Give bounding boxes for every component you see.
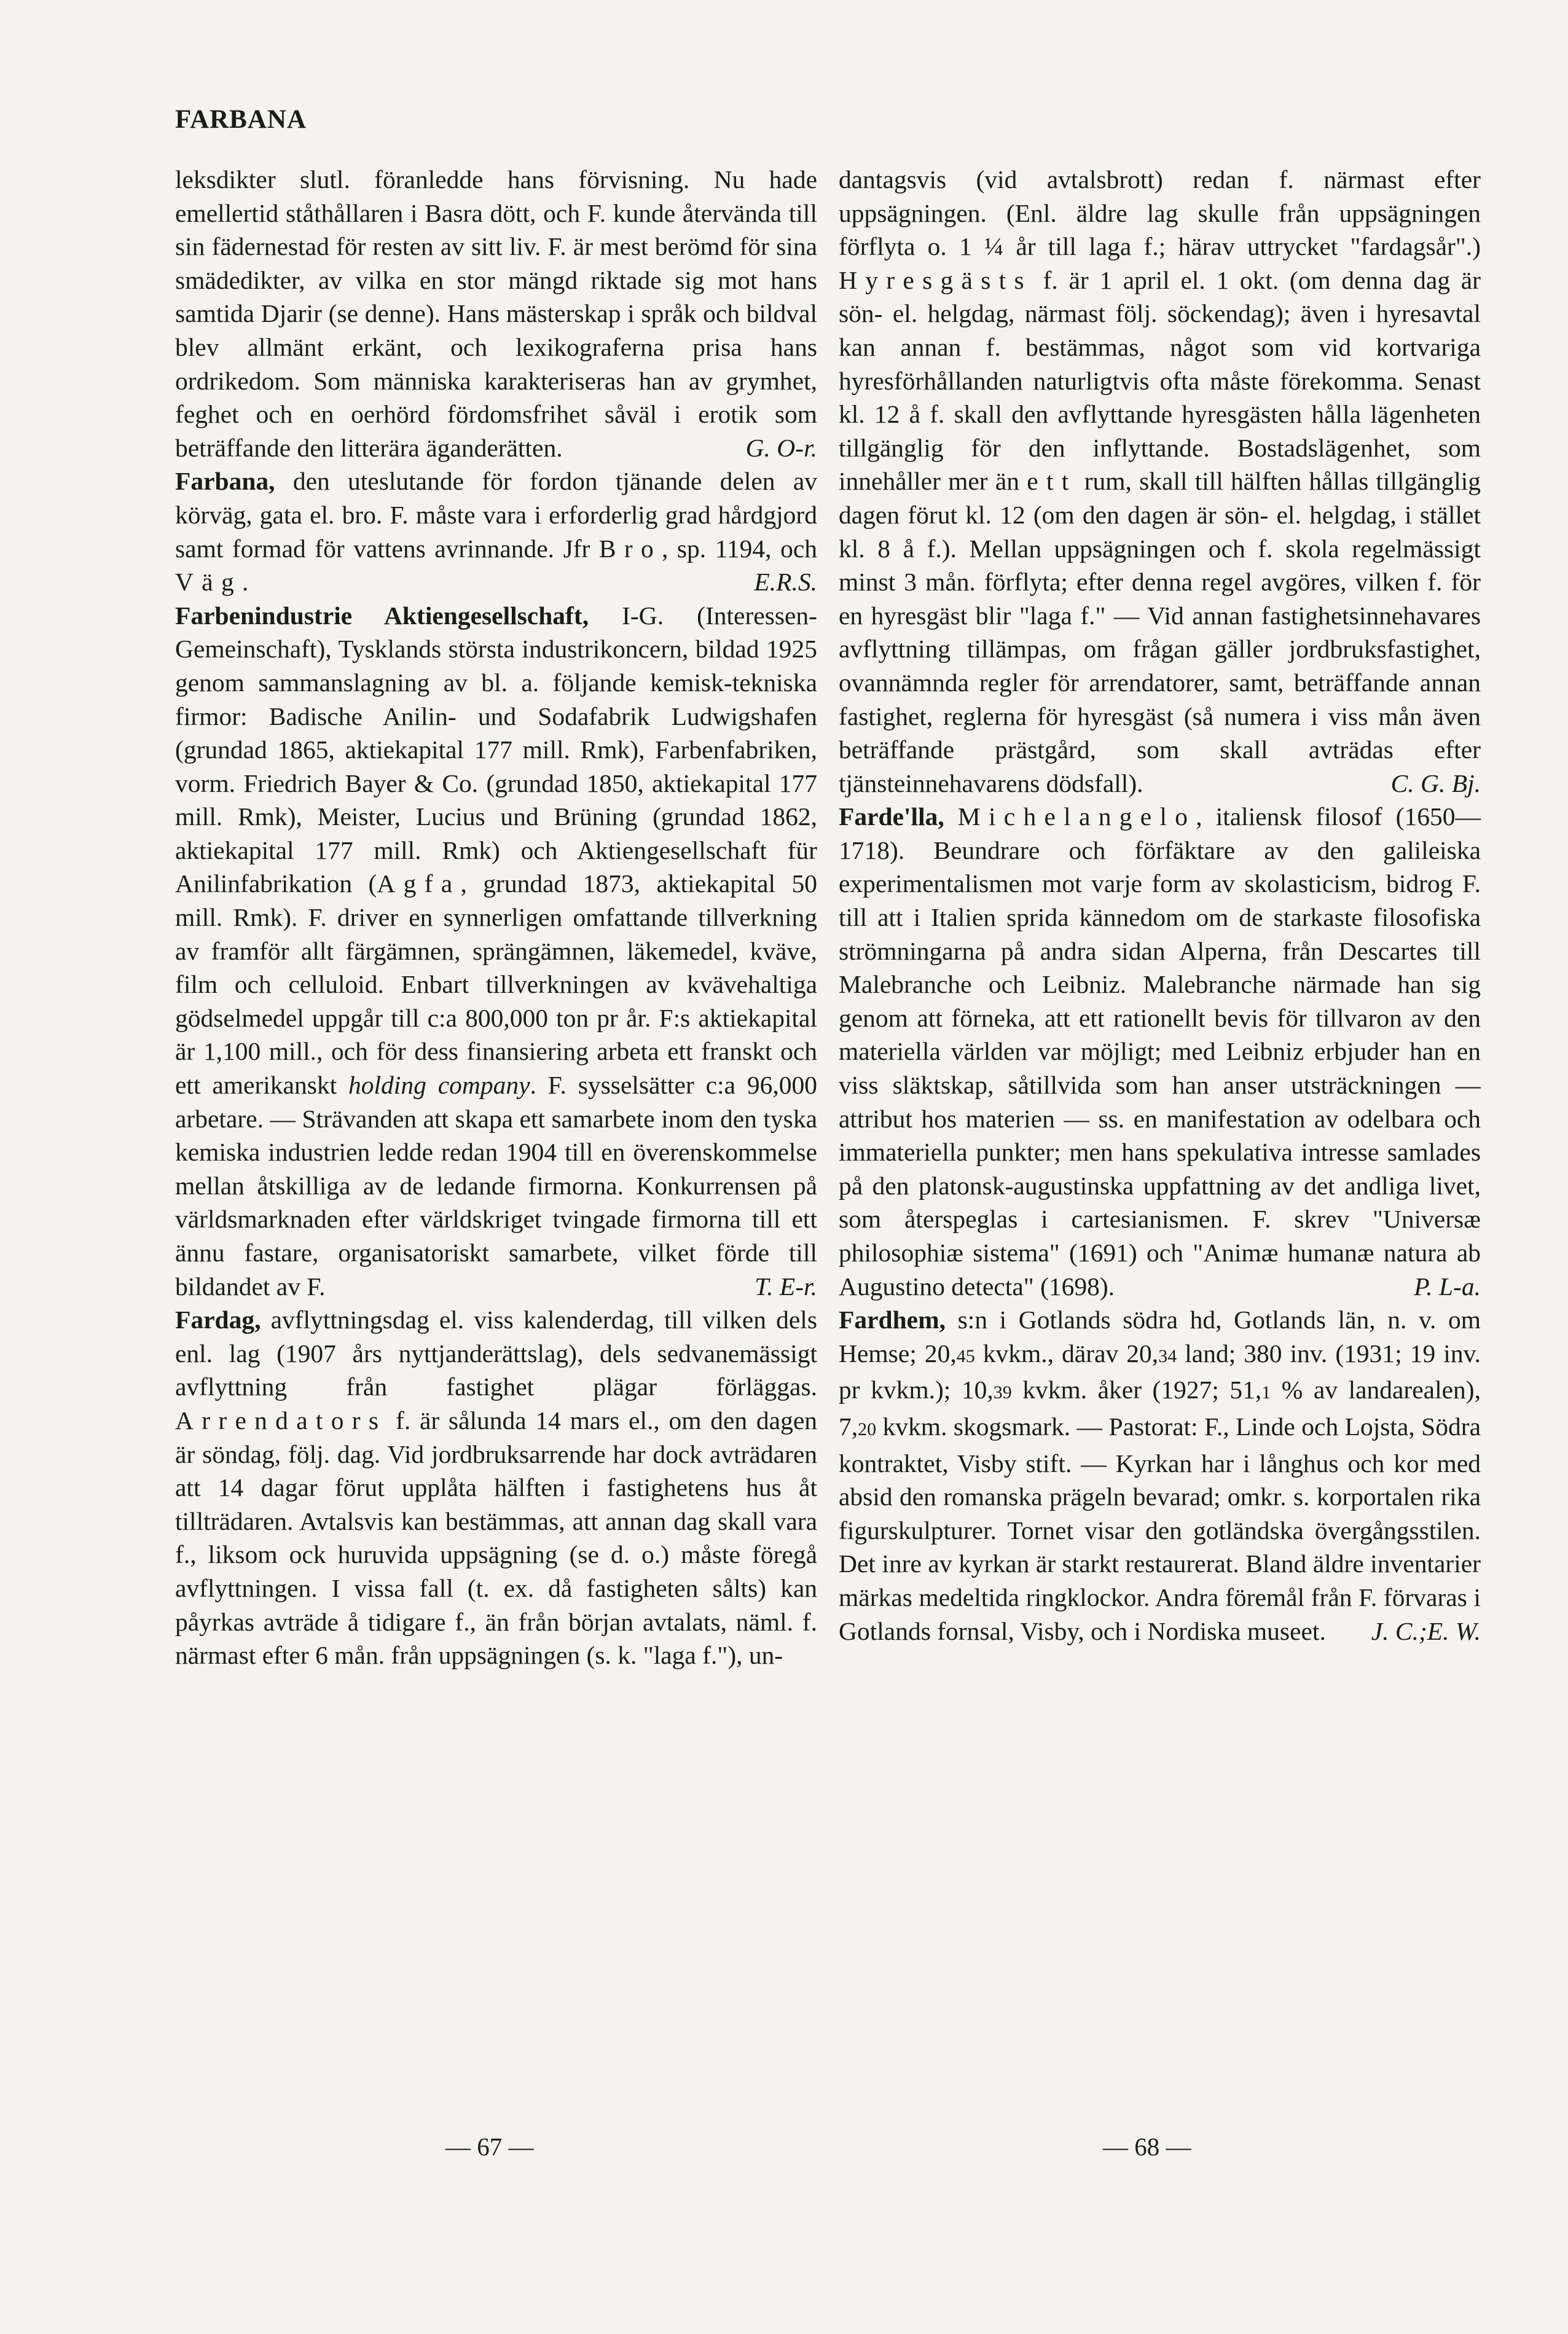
entry-text: land; 380 inv. (1931; 19 inv. pr kvkm.); 10, [839,1339,1481,1404]
headword: Farde'lla, [839,802,944,831]
spaced-term: Arrendators [175,1406,387,1435]
spaced-term: ett [1027,467,1077,496]
author-signature: T. E-r. [755,1272,817,1301]
entry-text: % av landarealen), 7, [839,1376,1481,1441]
page-number-right: — 68 — [1103,2132,1191,2161]
entry-continued-text [175,163,817,464]
entry-text: s:n i Gotlands södra hd, Gotlands län, n. v. om Hemse; 20, [839,1306,1481,1368]
small-digits: 1 [1261,1382,1271,1403]
entry-fardhem [839,1303,1481,1648]
spaced-term: Agfa [377,869,461,898]
entry-text: kvkm. skogsmark. — Pastorat: F., Linde och Lojsta, Södra kontraktet, Visby stift. — Kyrkan har i långhus och kor med absid den romanska prägeln bevarad; omkr. s. korportalen rika figurskulpturer. Tornet visar den gotländska övergångsstilen. Det inre av kyrkan är starkt restaurerat. Bland äldre inventarier märkas medeltida ringklockor. Andra föremål från F. förvaras i Gotlands fornsal, Visby, och i Nordiska museet. [839,1412,1481,1645]
entry-text: . [241,568,249,597]
paragraph-text: leksdikter slutl. föranledde hans förvisning. Nu hade emellertid ståthållaren i Basra dött, och F. kunde återvända till sin fädernestad för resten av sitt liv. F. är mest berömd för sina smädedikter, av vilka en stor mängd riktade sig mot hans samtida Djarir (se denne). Hans mästerskap i språk och bildval blev allmänt erkänt, och lexikograferna prisa hans ordrikedom. Som människa karakteriseras han av grymhet, feghet och en oerhörd fördomsfrihet såväl i erotik som beträffande den litterära äganderätten. [175,165,817,462]
entry-fardag [175,1303,817,1672]
entry-text: rum, skall till hälften hållas tillgänglig dagen förut kl. 12 (om den dagen är sön- el. helgdag, i stället kl. 8 å f.). Mellan uppsägningen och f. skola regelmässigt minst 3 mån. förflyta; efter denna regel avgöres, vilken f. för en hyresgäst blir "laga f." — Vid annan fastighetsinnehavares avflyttning tillämpas, om frågan gäller jordbruksfastighet, ovannämnda regler för arrendatorer, samt, beträffande annan fastighet, reglerna för hyresgäst (så numera i viss mån även beträffande prästgård, som skall avträdas efter tjänsteinnehavarens dödsfall). [839,467,1481,797]
author-signature: C. G. Bj. [1390,769,1481,797]
entry-text: , sp. 1194, och [661,534,817,563]
entry-text: I-G. (Interessen-Gemeinschaft), Tysklands största industrikoncern, bildad 1925 genom sammanslagning av bl. a. följande kemisk-tekniska firmor: Badische Anilin- und Sodafabrik Ludwigshafen (grundad 1865, aktiekapital 177 mill. Rmk), Farbenfabriken, vorm. Friedrich Bayer & Co. (grundad 1850, aktiekapital 177 mill. Rmk), Meister, Lucius und Brüning (grundad 1862, aktiekapital 177 mill. Rmk) och Aktiengesellschaft für Anilinfabrikation ( [175,601,817,898]
entry-text: . F. sysselsätter c:a 96,000 arbetare. — Strävanden att skapa ett samarbete inom den tyska kemiska industrien ledde redan 1904 till en överenskommelse mellan åtskilliga av de ledande firmorna. Konkurrensen på världsmarknaden efter världskriget tvingade firmorna till ett ännu fastare, organisatoriskt samarbete, vilket förde till bildandet av F. [175,1071,817,1301]
headword: Farbenindustrie Aktiengesellschaft, [175,601,589,630]
entry-text: f. är 1 april el. 1 okt. (om denna dag är sön- el. helgdag, närmast följ. söckendag); även i hyresavtal kan annan f. bestämmas, något som vid kortvariga hyresförhållanden naturligtvis ofta måste förekomma. Senast kl. 12 å f. skall den avflyttande hyresgästen hålla lägenheten tillgänglig för den inflyttande. Bostadslägenhet, som innehåller mer än [839,265,1481,496]
entry-text: f. är sålunda 14 mars el., om den dagen är söndag, följ. dag. Vid jordbruksarrende har dock avträdaren att 14 dagar förut upplåta hälften i fastighetens hus åt tillträdaren. Avtalsvis kan bestämmas, att annan dag skall vara f., liksom ock huruvida uppsägning (se d. o.) måste föregå avflyttningen. I vissa fall (t. ex. då fastigheten sålts) kan påyrkas avträde å tidigare f., än från början avtalats, näml. f. närmast efter 6 mån. från uppsägningen (s. k. "laga f."), un- [175,1406,817,1670]
author-signature: E.R.S. [754,568,817,597]
entry-text: kvkm., därav 20, [974,1339,1159,1368]
spaced-term: Michelangelo [957,802,1196,831]
spaced-term: Hyresgästs [839,265,1032,294]
entry-text: , grundad 1873, aktiekapital 50 mill. Rmk). F. driver en synnerligen omfattande tillverkning av framför allt färgämnen, sprängämnen, läkemedel, kväve, film och celluloid. Enbart tillverkningen av kvävehaltiga gödselmedel uppgår till c:a 800,000 ton pr år. F:s aktiekapital är 1,100 mill., och för dess finansiering arbeta ett franskt och ett amerikanskt [175,869,817,1100]
running-head: FARBANA [175,105,307,134]
entry-text: , italiensk filosof (1650—1718). Beundrare och förfäktare av den galileiska experimentalismen mot varje form av skolasticism, bidrog F. till att i Italien sprida kännedom om de starkaste filosofiska strömningarna på andra sidan Alperna, från Descartes till Malebranche och Leibniz. Malebranche närmade han sig genom att förneka, att ett rationellt bevis för tillvaron av den materiella världen var möjligt; med Leibniz erbjuder han en viss släktskap, såtillvida som han anser utsträckningen — attribut hos materien — ss. en manifestation av odelbara och immateriella punkter; men hans spekulativa intresse samlades på den platonsk-augustinska uppfattning av det andliga livet, som återspeglas i cartesianismen. F. skrev "Universæ philosophiæ sistema" (1691) och "Animæ humanæ natura ab Augustino detecta" (1698). [839,802,1481,1301]
small-digits: 34 [1158,1345,1177,1366]
entry-text: kvkm. åker (1927; 51, [1011,1376,1262,1404]
entry-text: avflyttningsdag el. viss kalenderdag, till vilken dels enl. lag (1907 års nyttjanderättslag), dels sedvanemässigt avflyttning från fastighet plägar förläggas. [175,1306,817,1401]
headword: Fardhem, [839,1306,946,1334]
author-signature: P. L-a. [1414,1272,1481,1301]
headword: Fardag, [175,1306,261,1334]
italic-term: holding company [348,1071,530,1100]
small-digits: 20 [858,1419,877,1439]
author-signature: J. C.;E. W. [1371,1616,1481,1645]
small-digits: 45 [956,1345,975,1366]
small-digits: 39 [993,1382,1012,1403]
page-number-left: — 67 — [445,2132,534,2161]
cross-reference: Bro [598,534,662,563]
entry-fardag-continued [839,163,1481,800]
left-column [175,163,817,1672]
author-signature: G. O-r. [745,433,817,462]
entry-farbenindustrie [175,599,817,1303]
entry-text: den uteslutande för fordon tjänande delen av körväg, gata el. bro. F. måste vara i erforderlig grad hårdgjord samt formad för vattens avrinnande. Jfr [175,467,817,563]
right-column [839,163,1481,1648]
entry-fardella [839,800,1481,1303]
headword: Farbana, [175,467,275,496]
entry-farbana [175,464,817,598]
cross-reference: Väg [175,568,242,597]
entry-text: dantagsvis (vid avtalsbrott) redan f. närmast efter uppsägningen. (Enl. äldre lag skulle från uppsägningen förflyta o. 1 ¼ år till laga f.; härav uttrycket "fardagsår".) [839,165,1481,261]
